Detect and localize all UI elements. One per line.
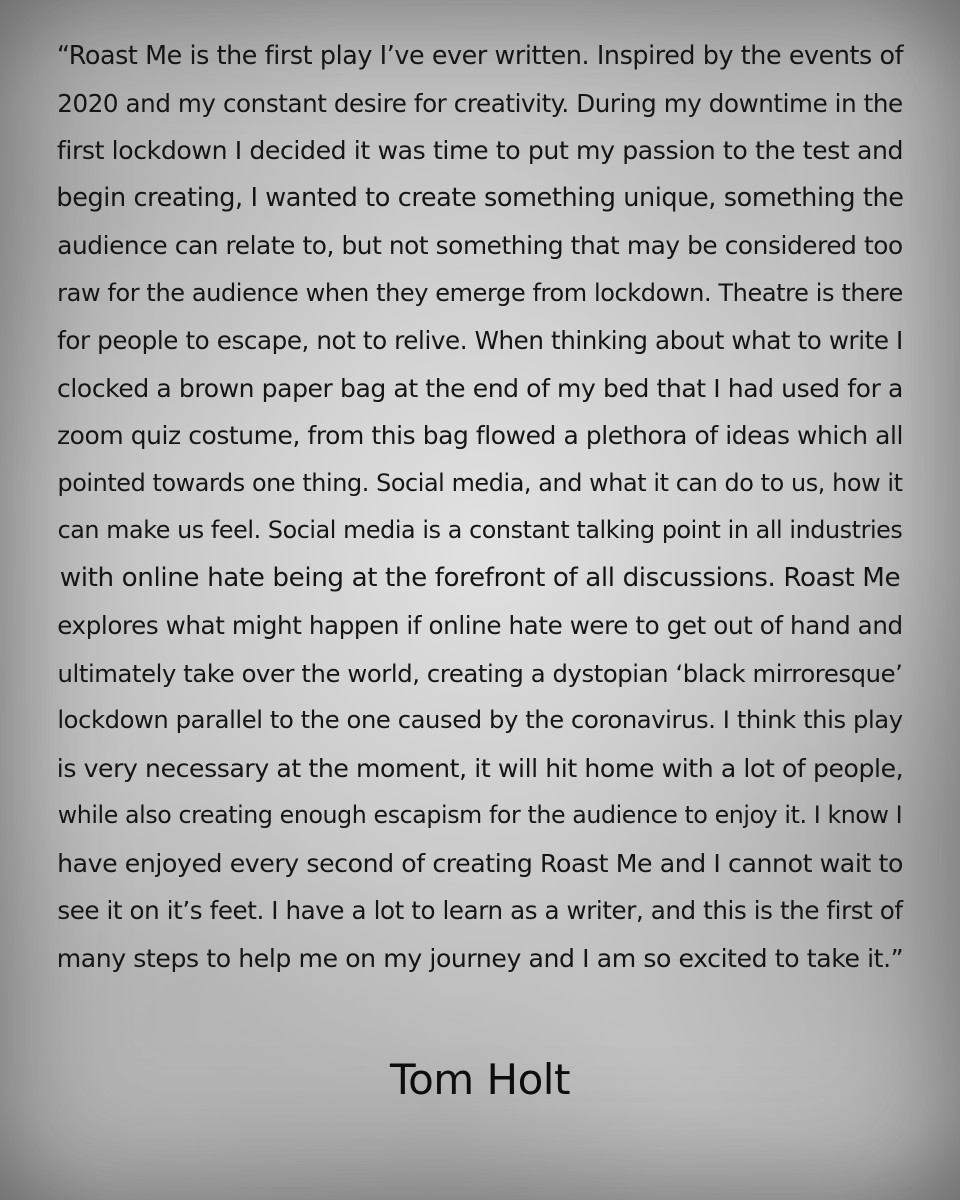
quote-line: audience can relate to, but not something that may be considered too [57,231,903,260]
quote-text [52,32,908,982]
quote-line: begin creating, I wanted to create something unique, something the [56,182,904,213]
quote-line: ultimately take over the world, creating a dystopian ‘black mirroresque’ [57,658,903,688]
quote-line: with online hate being at the forefront of all discussions. Roast Me [59,562,901,593]
quote-line: 2020 and my constant desire for creativity. During my downtime in the [57,88,903,118]
quote-line: first lockdown I decided it was time to put my passion to the test and [56,136,904,165]
quote-line: is very necessary at the moment, it will hit home with a lot of people, [56,753,904,783]
quote-line: raw for the audience when they emerge from lockdown. Theatre is there [57,278,903,307]
quote-line: lockdown parallel to the one caused by the coronavirus. I think this play [57,706,903,734]
quote-line: zoom quiz costume, from this bag flowed a plethora of ideas which all [56,421,904,450]
quote-line: clocked a brown paper bag at the end of my bed that I had used for a [57,373,903,403]
quote-line: “Roast Me is the first play I’ve ever written. Inspired by the events of [56,40,904,70]
author-name: Tom Holt [390,1055,570,1104]
quote-line: can make us feel. Social media is a constant talking point in all industries [57,516,903,544]
quote-line: many steps to help me on my journey and I am so excited to take it.” [56,943,904,973]
quote-line: see it on it’s feet. I have a lot to learn as a writer, and this is the first of [57,896,903,925]
quote-line: pointed towards one thing. Social media, and what it can do to us, how it [57,468,903,497]
quote-line: have enjoyed every second of creating Roast Me and I cannot wait to [57,848,903,878]
quote-line: for people to escape, not to relive. When thinking about what to write I [57,326,903,355]
quote-line: explores what might happen if online hate were to get out of hand and [57,611,903,640]
quote-line: while also creating enough escapism for the audience to enjoy it. I know I [57,801,903,829]
